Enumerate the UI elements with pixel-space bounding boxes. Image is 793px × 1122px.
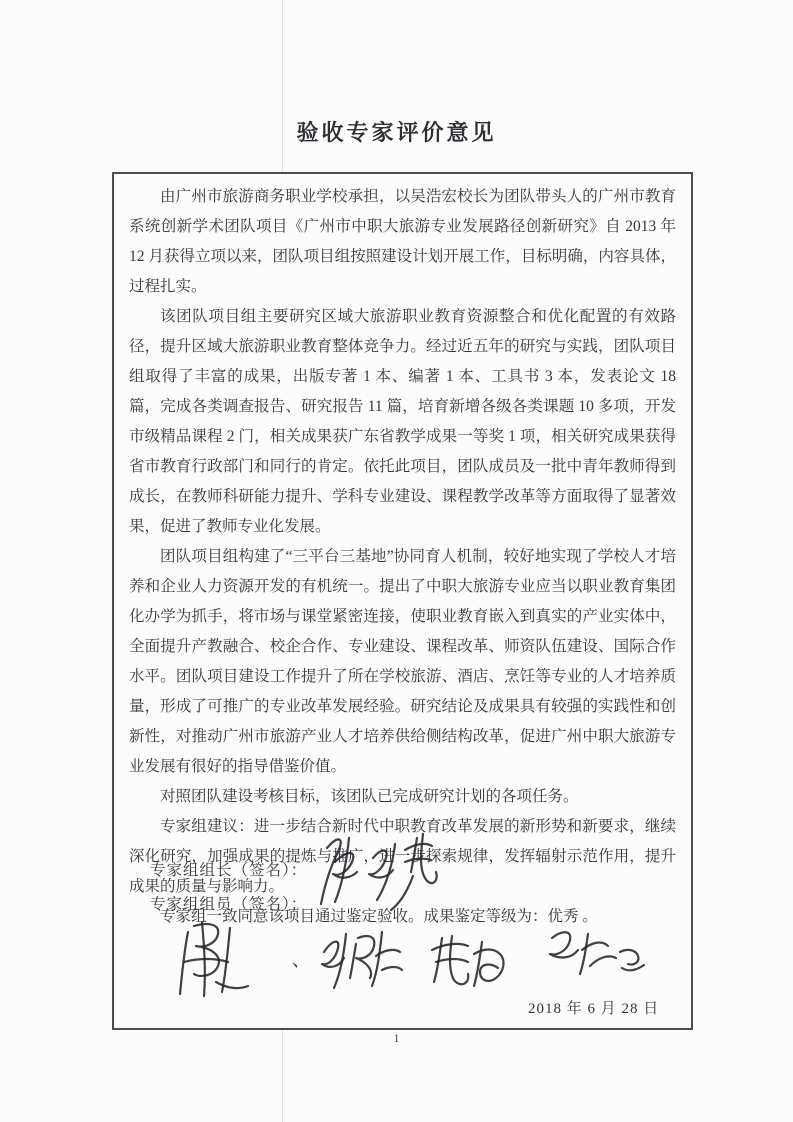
opinion-paragraph-6: 专家组一致同意该项目通过鉴定验收。成果鉴定等级为：优秀 。: [160, 908, 598, 925]
opinion-paragraph-4: 对照团队建设考核目标，该团队已完成研究计划的各项任务。: [160, 788, 579, 805]
opinion-paragraph-3: 团队项目组构建了“三平台三基地”协同育人机制，较好地实现了学校人才培养和企业人力资源开发的有机统一。提出了中职大旅游专业应当以职业教育集团化办学为抓手，将市场与课堂紧密连接，使职业教育嵌入到真实的产业实体中，全面提升产教融合、校企合作、专业建设、课程改革、师资队伍建设、国际合作水平。团队项目建设工作提升了所在学校旅游、酒店、烹饪等专业的人才培养质量，形成了可推广的专业改革发展经验。研究结论及成果具有较强的实践性和创新性，对推动广州市旅游产业人才培养供给侧结构改革，促进广州中职大旅游专业发展有很好的指导借鉴价值。: [129, 548, 676, 775]
page-number: 1: [393, 1031, 400, 1045]
member-signature-label: 专家组组员（签名）：: [150, 896, 308, 913]
opinion-paragraph-2: 该团队项目组主要研究区域大旅游职业教育资源整合和优化配置的有效路径，提升区域大旅游职业教育整体竞争力。经过近五年的研究与实践，团队项目组取得了丰富的成果，出版专著 1 本、编著 1 本、工具书 3 本，发表论文 18 篇，完成各类调查报告、研究报告 11 篇，培育新增各级各类课题 10 多项，开发市级精品课程 2 门，相关成果获广东省教学成果一等奖 1 项，相关研究成果获得省市教育行政部门和同行的肯定。依托此项目，团队成员及一批中青年教师得到成长，在教师科研能力提升、学科专业建设、课程教学改革等方面取得了显著效果，促进了教师专业化发展。: [129, 308, 676, 535]
leader-signature: [305, 828, 455, 916]
member-signature-1: [168, 918, 260, 1002]
member-signature-3: [424, 928, 512, 994]
member-signature-4: [538, 922, 646, 984]
page-title: 验收专家评价意见: [296, 120, 497, 145]
leader-signature-label: 专家组组长（签名）：: [150, 862, 308, 879]
member-signature-2: [312, 922, 404, 994]
opinion-paragraph-5: 专家组建议：进一步结合新时代中职教育改革发展的新形势和新要求，继续深化研究，加强成果的提炼与推广，进一步探索规律，发挥辐射示范作用，提升成果的质量与影响力。: [129, 818, 676, 895]
opinion-paragraph-1: 由广州市旅游商务职业学校承担，以吴浩宏校长为团队带头人的广州市教育系统创新学术团队项目《广州市中职大旅游专业发展路径创新研究》自 2013 年 12 月获得立项以来，团队项目组按照建设计划开展工作，目标明确，内容具体，过程扎实。: [129, 188, 676, 295]
signature-separator: 、: [292, 950, 310, 970]
signature-date: 2018 年 6 月 28 日: [528, 1001, 660, 1017]
